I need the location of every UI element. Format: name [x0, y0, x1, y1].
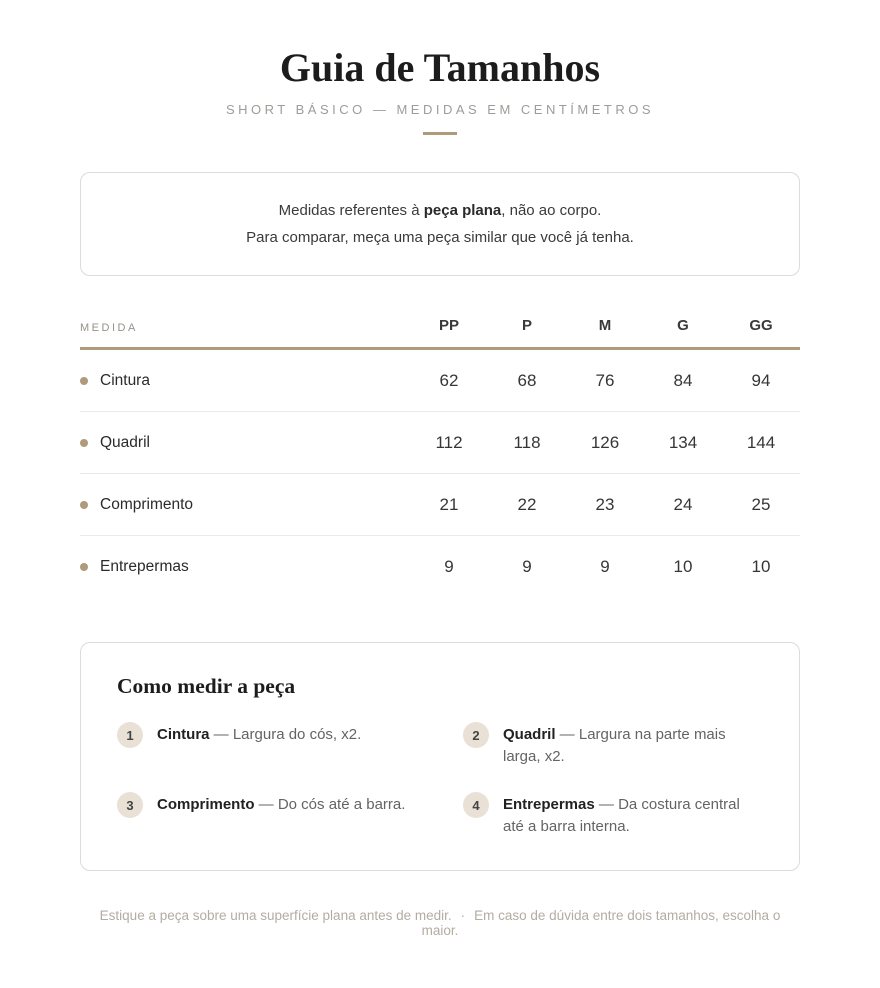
- step-separator: —: [555, 726, 579, 743]
- footer-tip-2: Em caso de dúvida entre dois tamanhos, escolha o maior.: [421, 908, 781, 938]
- row-label-text: Cintura: [100, 371, 150, 389]
- row-label-text: Comprimento: [100, 495, 194, 513]
- step-number-badge: 4: [463, 792, 489, 818]
- accent-divider: [423, 132, 457, 135]
- cell-value: 62: [439, 370, 459, 390]
- row-label-quadril: [80, 434, 410, 452]
- howto-title: Como medir a peça: [117, 674, 296, 698]
- footer-tip-1: Estique a peça sobre uma superfície plana antes de medir.: [99, 908, 452, 923]
- cell-value: 9: [522, 557, 532, 576]
- column-header-pp: PP: [438, 317, 459, 334]
- column-header-m: M: [598, 317, 612, 334]
- step-number-badge: 3: [117, 792, 143, 818]
- step-separator: —: [209, 726, 233, 743]
- step-text: [503, 722, 763, 767]
- howto-item-cintura: [117, 722, 417, 767]
- step-description: Do cós até a barra.: [277, 796, 406, 813]
- row-label-text: Entrepermas: [100, 558, 189, 575]
- howto-box: [80, 642, 800, 871]
- cell-value: 84: [673, 370, 693, 390]
- size-table: [80, 317, 800, 598]
- table-row-entrepermas: [80, 536, 800, 598]
- cell-value: 10: [673, 557, 693, 576]
- column-header-g: G: [677, 317, 689, 334]
- step-label: Comprimento: [157, 796, 255, 813]
- note-line-1-suffix: , não ao corpo.: [501, 202, 602, 219]
- cell-value: 22: [517, 494, 537, 514]
- bullet-dot-icon: [80, 377, 88, 385]
- step-label: Cintura: [157, 726, 210, 743]
- cell-value: 25: [751, 494, 771, 514]
- step-label: Quadril: [503, 726, 556, 743]
- table-row-cintura: [80, 350, 800, 412]
- cell-value: 23: [595, 494, 615, 514]
- page-header: [80, 0, 800, 135]
- step-text: [157, 722, 361, 746]
- note-line-1-bold: peça plana: [423, 202, 502, 219]
- cell-value: 144: [746, 432, 776, 452]
- note-line-2: Para comparar, meça uma peça similar que você já tenha.: [246, 229, 634, 246]
- cell-value: 10: [751, 557, 771, 576]
- step-separator: —: [254, 796, 278, 813]
- bullet-dot-icon: [80, 563, 88, 571]
- row-label-cintura: [80, 372, 410, 390]
- table-row-comprimento: [80, 474, 800, 536]
- step-description: Largura na parte mais larga, x2.: [503, 726, 726, 765]
- step-text: [503, 792, 763, 837]
- footer-note: [80, 908, 800, 988]
- step-description: Da costura central até a barra interna.: [503, 796, 740, 835]
- howto-item-quadril: [463, 722, 763, 767]
- step-label: Entrepermas: [503, 796, 595, 813]
- cell-value: 76: [595, 370, 615, 390]
- cell-value: 112: [435, 432, 463, 452]
- column-header-gg: GG: [749, 317, 773, 334]
- column-header-medida: MEDIDA: [80, 322, 138, 334]
- step-number-badge: 2: [463, 722, 489, 748]
- footer-separator: ·: [460, 908, 466, 923]
- cell-value: 118: [513, 432, 541, 452]
- cell-value: 126: [590, 432, 620, 452]
- step-number-badge: 1: [117, 722, 143, 748]
- cell-value: 9: [600, 557, 610, 576]
- step-text: [157, 792, 405, 816]
- size-table-header: [80, 317, 800, 350]
- cell-value: 94: [751, 370, 771, 390]
- column-header-p: P: [521, 317, 532, 334]
- row-label-entrepermas: [80, 558, 410, 576]
- howto-item-entrepermas: [463, 792, 763, 837]
- howto-items: [117, 722, 763, 837]
- cell-value: 68: [517, 370, 537, 390]
- bullet-dot-icon: [80, 501, 88, 509]
- note-line-1-prefix: Medidas referentes à: [278, 202, 424, 219]
- cell-value: 24: [673, 494, 693, 514]
- howto-item-comprimento: [117, 792, 417, 837]
- step-description: Largura do cós, x2.: [232, 726, 362, 743]
- page-title: Guia de Tamanhos: [279, 45, 601, 90]
- row-label-text: Quadril: [100, 433, 150, 451]
- table-row-quadril: [80, 412, 800, 474]
- page-subtitle: SHORT BÁSICO — MEDIDAS EM CENTÍMETROS: [225, 102, 655, 117]
- cell-value: 9: [444, 557, 454, 576]
- note-line-1: [101, 197, 779, 224]
- cell-value: 134: [668, 432, 698, 452]
- row-label-comprimento: [80, 496, 410, 514]
- step-separator: —: [594, 796, 619, 813]
- bullet-dot-icon: [80, 439, 88, 447]
- cell-value: 21: [439, 494, 459, 514]
- measurement-note-box: [80, 172, 800, 276]
